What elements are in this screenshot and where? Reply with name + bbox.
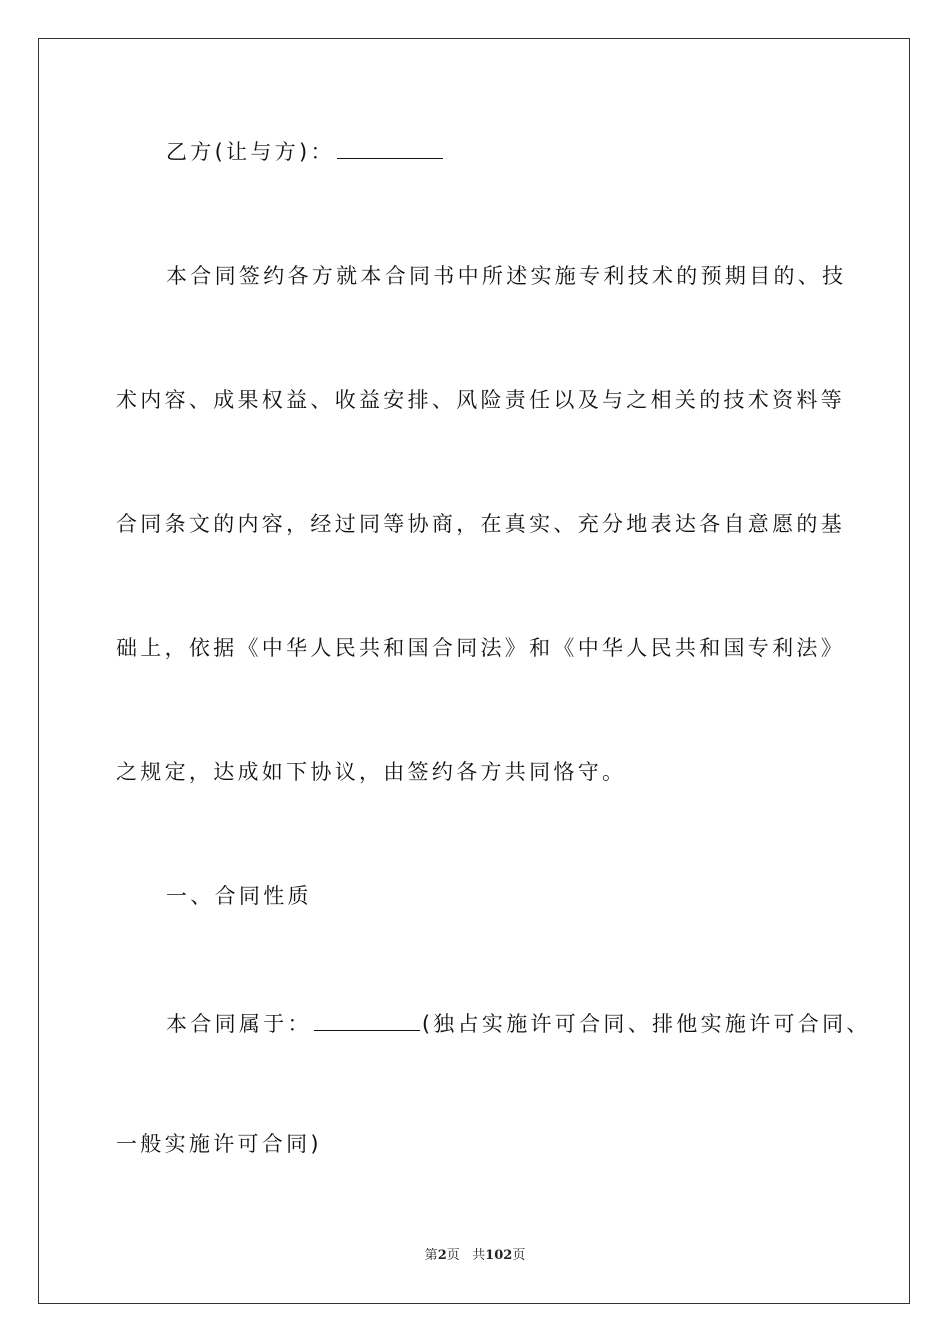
section-1-heading: 一、合同性质 bbox=[166, 884, 312, 908]
footer-page-suffix: 页 bbox=[446, 1248, 460, 1263]
contract-type-options: (独占实施许可合同、排他实施许可合同、 bbox=[421, 1012, 871, 1036]
footer-page-prefix: 第 bbox=[424, 1248, 438, 1263]
intro-paragraph-line-1: 本合同签约各方就本合同书中所述实施专利技术的预期目的、技 bbox=[166, 264, 847, 288]
footer-total-suffix: 页 bbox=[512, 1248, 526, 1263]
party-b-label: 乙方(让与方)： bbox=[166, 140, 335, 164]
footer-total-prefix: 共 bbox=[472, 1248, 486, 1263]
page-footer bbox=[0, 1247, 950, 1265]
contract-type-line bbox=[166, 1010, 871, 1038]
footer-page-number: 2 bbox=[437, 1248, 447, 1263]
page-border bbox=[38, 38, 910, 1304]
intro-paragraph-line-4: 础上，依据《中华人民共和国合同法》和《中华人民共和国专利法》 bbox=[116, 636, 845, 660]
contract-type-options-continued: 一般实施许可合同) bbox=[116, 1132, 322, 1156]
contract-type-blank-field[interactable] bbox=[314, 1010, 420, 1031]
contract-type-prefix: 本合同属于： bbox=[166, 1012, 312, 1036]
intro-paragraph-line-5: 之规定，达成如下协议，由签约各方共同恪守。 bbox=[116, 760, 627, 784]
party-b-blank-field[interactable] bbox=[337, 138, 443, 159]
party-b-line bbox=[166, 138, 445, 166]
footer-total-pages: 102 bbox=[485, 1248, 513, 1263]
intro-paragraph-line-2: 术内容、成果权益、收益安排、风险责任以及与之相关的技术资料等 bbox=[116, 388, 845, 412]
intro-paragraph-line-3: 合同条文的内容，经过同等协商，在真实、充分地表达各自意愿的基 bbox=[116, 512, 845, 536]
